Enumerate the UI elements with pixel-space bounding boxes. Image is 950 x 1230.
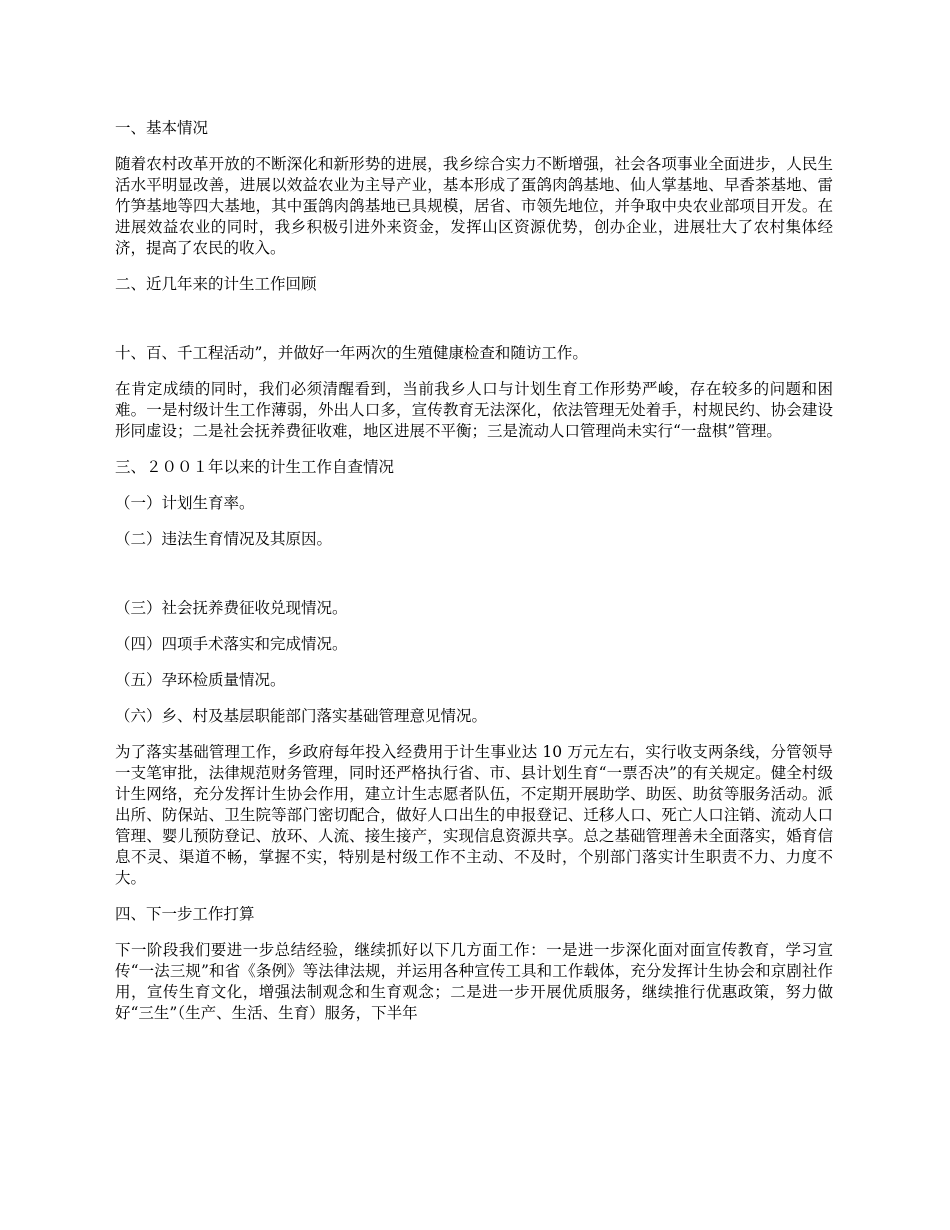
heading-self-check: 三、２００１年以来的计生工作自查情况	[115, 458, 395, 476]
paragraph-problems: 在肯定成绩的同时，我们必须清醒看到，当前我乡人口与计划生育工作形势严峻，存在较多的问题和困难。一是村级计生工作薄弱，外出人口多，宣传教育无法深化，依法管理无处着手，村规民约、协会建设形同虚设；二是社会抚养费征收难，地区进展不平衡；三是流动人口管理尚未实行“一盘棋”管理。	[115, 380, 833, 440]
paragraph-basic-management: 为了落实基础管理工作，乡政府每年投入经费用于计生事业达 10 万元左右，实行收支两条线，分管领导一支笔审批，法律规范财务管理，同时还严格执行省、市、县计划生育“一票否决”的有关规定。健全村级计生网络，充分发挥计生协会作用，建立计生志愿者队伍，不定期开展助学、助医、助贫等服务活动。派出所、防保站、卫生院等部门密切配合，做好人口出生的申报登记、迁移人口、死亡人口注销、流动人口管理、婴儿预防登记、放环、人流、接生接产，实现信息资源共享。总之基础管理善未全面落实，婚育信息不灵、渠道不畅，掌握不实，特别是村级工作不主动、不及时，个别部门落实计生职责不力、力度不大。	[115, 743, 833, 887]
subheading-illegal-births: （二）违法生育情况及其原因。	[115, 530, 333, 548]
heading-next-steps: 四、下一步工作打算	[115, 905, 255, 923]
subheading-basic-management: （六）乡、村及基层职能部门落实基础管理意见情况。	[115, 707, 488, 725]
heading-work-review: 二、近几年来的计生工作回顾	[115, 275, 317, 293]
paragraph-basic-situation: 随着农村改革开放的不断深化和新形势的进展，我乡综合实力不断增强，社会各项事业全面进步，人民生活水平明显改善，进展以效益农业为主导产业，基本形成了蛋鸽肉鸽基地、仙人掌基地、早香茶基地、雷竹笋基地等四大基地，其中蛋鸽肉鸽基地已具规模，居省、市领先地位，并争取中央农业部项目开发。在进展效益农业的同时，我乡积极引进外来资金，发挥山区资源优势，创办企业，进展壮大了农村集体经济，提高了农民的收入。	[115, 155, 833, 257]
subheading-social-fee: （三）社会抚养费征收兑现情况。	[115, 599, 348, 617]
subheading-planned-birth-rate: （一）计划生育率。	[115, 494, 255, 512]
paragraph-work-review: 十、百、千工程活动”，并做好一年两次的生殖健康检查和随访工作。	[115, 344, 588, 362]
paragraph-next-steps: 下一阶段我们要进一步总结经验，继续抓好以下几方面工作：一是进一步深化面对面宣传教育，学习宣传“一法三规”和省《条例》等法律法规，并运用各种宣传工具和工作载体，充分发挥计生协会和京剧社作用，宣传生育文化，增强法制观念和生育观念；二是进一步开展优质服务，继续推行优惠政策，努力做好“三生”（生产、生活、生育）服务，下半年	[115, 941, 833, 1022]
document-page	[115, 118, 833, 1024]
subheading-four-surgeries: （四）四项手术落实和完成情况。	[115, 635, 348, 653]
subheading-ring-check: （五）孕环检质量情况。	[115, 671, 286, 689]
heading-basic-situation: 一、基本情况	[115, 119, 209, 137]
